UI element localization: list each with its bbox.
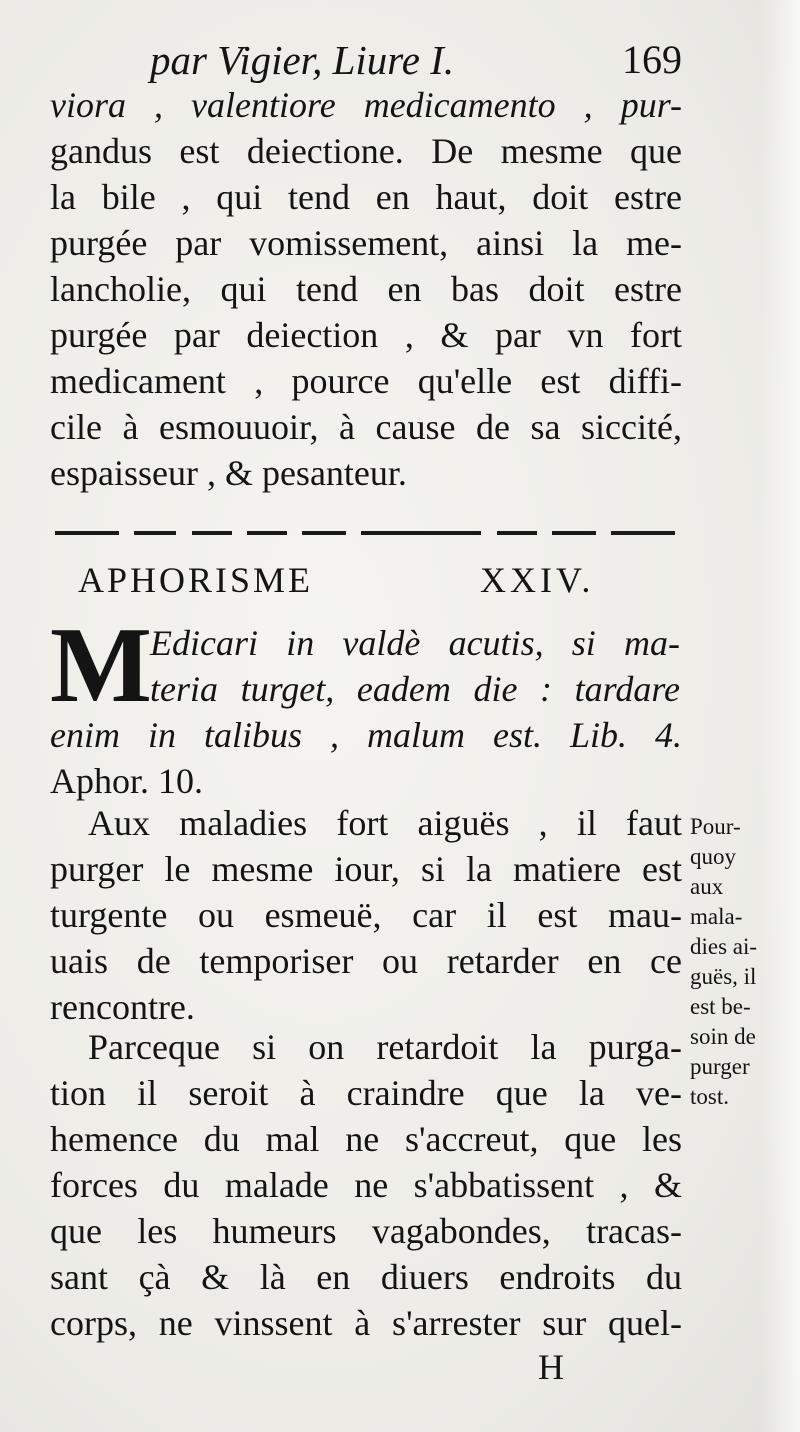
text-line: viora , valentiore medicamento , pur- <box>50 85 682 125</box>
paragraph-commentary <box>50 1024 682 1346</box>
text-line: enim in talibus , malum est. Lib. 4. <box>50 715 682 755</box>
text-line: forces du malade ne s'abbatissent , & <box>50 1165 682 1205</box>
latin-aphorism <box>50 620 682 804</box>
aphorism-label: APHORISME <box>78 560 314 600</box>
aphorism-heading <box>78 556 678 604</box>
divider-dash <box>134 531 176 535</box>
text-line: medicament , pource qu'elle est diffi- <box>50 361 682 401</box>
margin-note-line: dies ai- <box>690 934 758 959</box>
text-line: Aux maladies fort aiguës , il faut <box>88 803 682 843</box>
text-line: Aphor. 10. <box>50 761 203 801</box>
signature-mark: H <box>538 1347 564 1387</box>
page-number: 169 <box>622 37 682 82</box>
text-line: espaisseur , & pesanteur. <box>50 453 407 493</box>
divider-dash <box>552 531 596 535</box>
text-line: corps, ne vinssent à s'arrester sur quel- <box>50 1303 682 1343</box>
drop-cap: M <box>50 606 152 725</box>
paragraph-translation <box>50 800 682 1030</box>
running-head: par Vigier, Liure I. <box>150 37 455 83</box>
text-line: que les humeurs vagabondes, tracas- <box>50 1211 682 1251</box>
text-line: la bile , qui tend en haut, doit estre <box>50 177 682 217</box>
text-line: hemence du mal ne s'accreut, que les <box>50 1119 682 1159</box>
margin-note-line: Pour- <box>690 814 741 839</box>
text-line: purgée par vomissement, ainsi la me- <box>50 223 682 263</box>
margin-note-line: soin de <box>690 1024 756 1049</box>
divider-dash <box>302 531 346 535</box>
text-line: gandus est deiectione. De mesme que <box>50 131 682 171</box>
scan-edge <box>760 0 800 1432</box>
text-line: sant çà & là en diuers endroits du <box>50 1257 682 1297</box>
text-line: turgente ou esmeuë, car il est mau- <box>50 895 682 935</box>
text-line: tion il seroit à craindre que la ve- <box>50 1073 682 1113</box>
text-line: uais de temporiser ou retarder en ce <box>50 941 682 981</box>
margin-note-line: quoy <box>690 844 736 869</box>
margin-note-line: guës, il <box>690 964 757 989</box>
aphorism-number: XXIV. <box>480 560 595 600</box>
text-line: purger le mesme iour, si la matiere est <box>50 849 682 889</box>
text-line: Edicari in valdè acutis, si ma- <box>150 623 680 663</box>
divider-dash <box>247 531 287 535</box>
text-line: Parceque si on retardoit la purga- <box>88 1027 682 1067</box>
text-line: lancholie, qui tend en bas doit estre <box>50 269 682 309</box>
text-line: rencontre. <box>50 987 195 1027</box>
margin-note <box>690 812 794 1112</box>
margin-note-line: mala- <box>690 904 743 929</box>
divider-dash <box>361 531 481 535</box>
margin-note-line: purger <box>690 1054 750 1079</box>
divider-dash <box>497 531 537 535</box>
text-line: teria turget, eadem die : tardare <box>150 669 680 709</box>
text-line: cile à esmouuoir, à cause de sa siccité, <box>50 407 682 447</box>
divider-dash <box>611 531 675 535</box>
page-header <box>150 30 690 90</box>
section-divider <box>55 526 675 540</box>
paragraph-continuation <box>50 82 682 496</box>
divider-dash <box>55 531 119 535</box>
margin-note-line: est be- <box>690 994 751 1019</box>
margin-note-line: tost. <box>690 1084 729 1109</box>
margin-note-line: aux <box>690 874 724 899</box>
divider-dash <box>192 531 232 535</box>
text-line: purgée par deiection , & par vn fort <box>50 315 682 355</box>
